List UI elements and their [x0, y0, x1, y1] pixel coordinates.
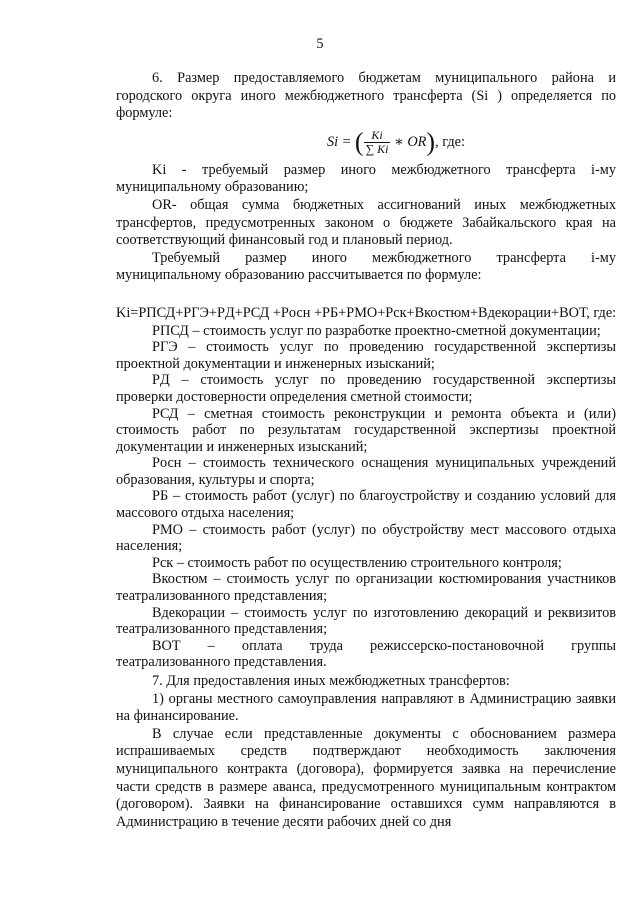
term-item: PПСД – стоимость услуг по разработке проектно-сметной документации; [152, 322, 601, 339]
term-item: PМО – стоимость работ (услуг) по обустройству мест массового отдыха населения; [116, 521, 616, 555]
term-item: Pосн – стоимость технического оснащения муниципальных учреждений образования, культуры и спорта; [116, 455, 616, 488]
formula-multiplier: ∗ OR [394, 133, 427, 150]
ki-intro: Требуемый размер иного межбюджетного трансферта i-му муниципальному образованию рассчитывается по формуле: [116, 249, 616, 284]
term-item: BОТ – оплата труда режиссерско-постановочной группы театрализованного представления. [116, 637, 616, 671]
formula-lhs: Si = [326, 133, 355, 150]
term-item: PД – стоимость услуг по проведению государственной экспертизы проверки достоверности определения сметной стоимости; [116, 372, 616, 405]
section7-item1: 1) органы местного самоуправления направляют в Администрацию заявки на финансирование. [116, 690, 616, 725]
formula-suffix: , где: [435, 133, 465, 150]
section6-intro: 6. Размер предоставляемого бюджетам муниципального района и городского округа иного межбюджетного трансферта (Si ) определяется по формуле: [116, 70, 616, 122]
document-body [116, 70, 616, 831]
formula-numerator: Ki [364, 129, 391, 143]
term-item: PБ – стоимость работ (услуг) по благоустройству и созданию условий для массового отдыха населения; [116, 488, 616, 522]
formula-paren-close: ) [426, 127, 436, 157]
term-item: PСД – сметная стоимость реконструкции и ремонта объекта и (или) стоимость работ по результатам государственной экспертизы проектной документации и инженерных изысканий; [116, 405, 616, 455]
ki-formula: Ki=PПСД+PГЭ+PД+PСД +Pосн +PБ+PМО+Pск+Bкостюм+Bдекорации+BОТ, где: [116, 304, 617, 321]
si-formula [176, 129, 616, 156]
formula-denominator: ∑ Ki [365, 141, 389, 156]
term-item: Pск – стоимость работ по осуществлению строительного контроля; [152, 554, 562, 571]
or-definition: OR- общая сумма бюджетных ассигнований иных межбюджетных трансфертов, предусмотренных законом о бюджете Забайкальского края на соответствующий финансовый год и плановый период. [116, 196, 616, 249]
term-item: PГЭ – стоимость услуг по проведению государственной экспертизы проектной документации и инженерных изысканий; [116, 339, 616, 372]
term-item: Bдекорации – стоимость услуг по изготовлению декораций и реквизитов театрализованного представления; [116, 604, 616, 638]
page-number: 5 [316, 36, 324, 52]
ki-definition: Ki - требуемый размер иного межбюджетного трансферта i-му муниципальному образованию; [116, 161, 616, 196]
formula-paren-open: ( [354, 127, 364, 157]
term-item: Bкостюм – стоимость услуг по организации костюмирования участников театрализованного представления; [116, 571, 616, 605]
terms-list [116, 323, 616, 671]
section7-heading: 7. Для предоставления иных межбюджетных трансфертов: [152, 673, 510, 689]
section7-paragraph: В случае если представленные документы с обоснованием размера испрашиваемых средств подтверждают необходимость заключения муниципального контракта (договора), формируется заявка на перечисление части средств в размере аванса, предусмотренного муниципальным контрактом (договором). Заявки на финансирование оставшихся сумм направляются в Администрацию в течение десяти рабочих дней со дня [116, 725, 616, 830]
formula-fraction [364, 129, 391, 156]
